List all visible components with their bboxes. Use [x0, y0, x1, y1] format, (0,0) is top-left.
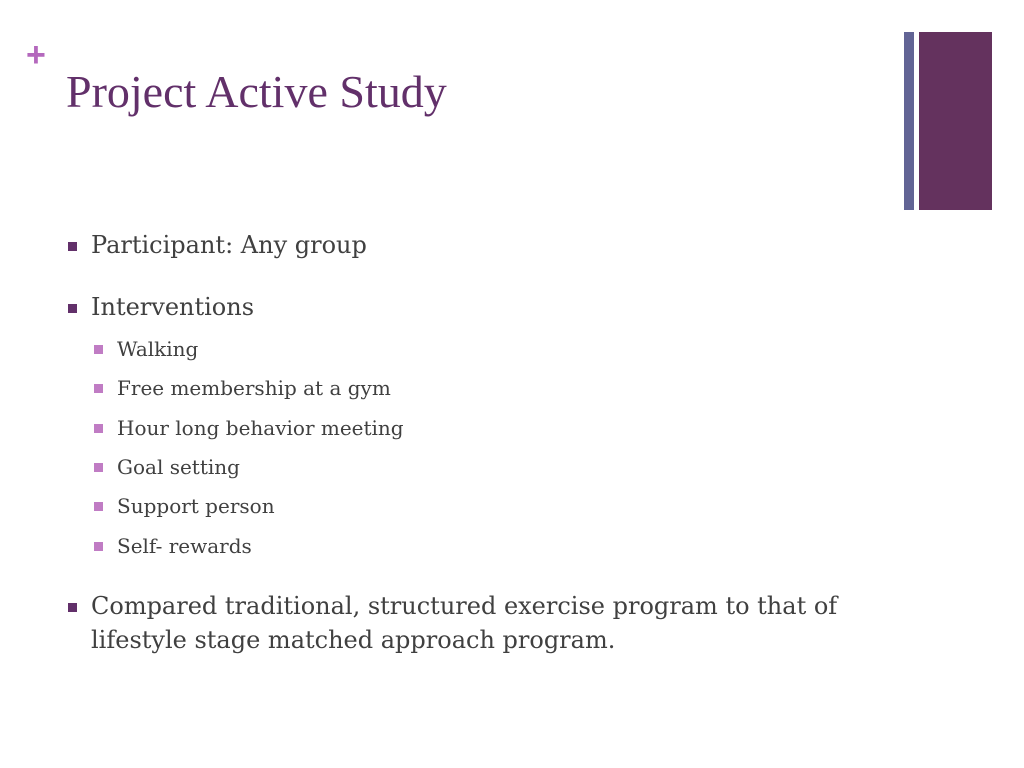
bullet-square-icon	[68, 603, 77, 612]
sub-bullet-item: Goal setting	[117, 455, 240, 479]
bullet-square-icon	[68, 304, 77, 313]
bullet-square-icon	[68, 242, 77, 251]
sub-bullet-square-icon	[94, 424, 103, 433]
decorative-bar-thick	[919, 32, 992, 210]
sub-bullet-item: Hour long behavior meeting	[117, 416, 404, 440]
bullet-interventions: Interventions	[91, 293, 255, 321]
sub-bullet-square-icon	[94, 384, 103, 393]
sub-bullet-square-icon	[94, 542, 103, 551]
sub-bullet-item: Free membership at a gym	[117, 376, 391, 400]
sub-bullet-square-icon	[94, 463, 103, 472]
bullet-participant: Participant: Any group	[91, 231, 367, 259]
sub-bullet-square-icon	[94, 502, 103, 511]
bullet-comparison: Compared traditional, structured exercise program to that of lifestyle stage matched approach program.	[91, 592, 838, 654]
sub-bullet-item: Support person	[117, 494, 275, 518]
sub-bullet-item: Walking	[117, 337, 199, 361]
decorative-bar-thin	[904, 32, 914, 210]
sub-bullet-square-icon	[94, 345, 103, 354]
slide-title: Project Active Study	[66, 66, 447, 117]
plus-icon: +	[26, 36, 46, 74]
sub-bullet-item: Self- rewards	[117, 534, 252, 558]
